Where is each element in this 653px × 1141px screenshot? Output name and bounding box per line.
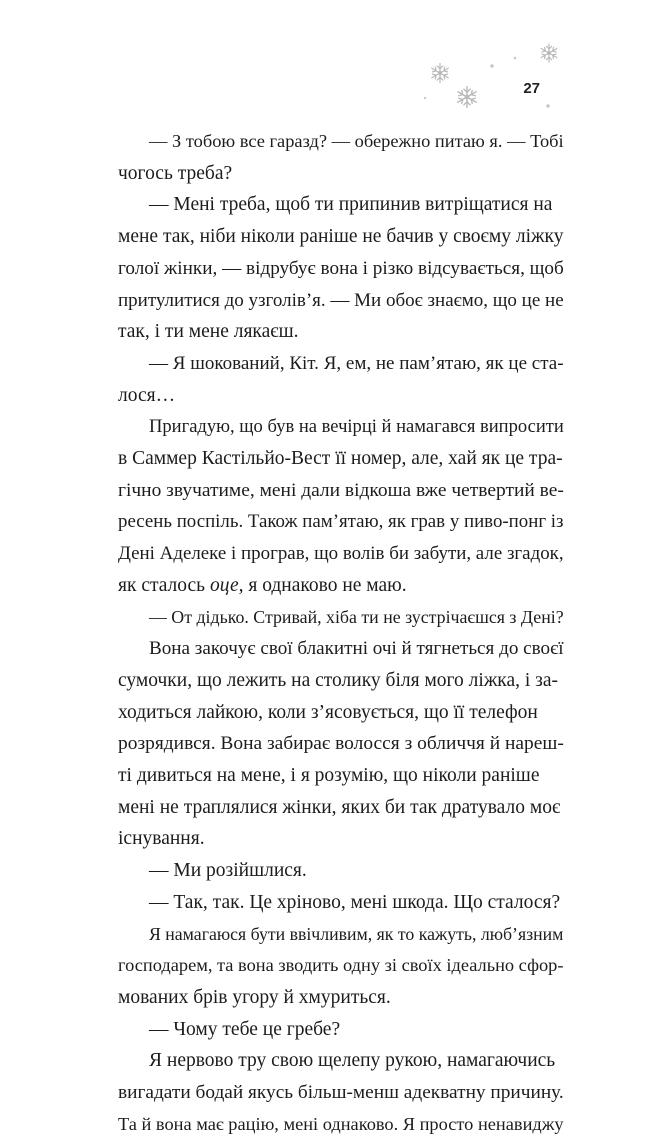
text-line: Я нервово тру свою щелепу рукою, намагаючись [149, 1050, 556, 1072]
text-line: так, і ти мене лякаєш. [118, 321, 299, 343]
paragraph [87, 633, 564, 855]
dot-decoration [514, 57, 517, 60]
page-number: 27 [523, 80, 540, 97]
text-line: ті дивиться на мене, і я розумію, що ніколи раніше [118, 765, 540, 787]
text-line: — Мені треба, щоб ти припинив витріщатися на [149, 194, 553, 216]
text-line: Та й вона має рацію, мені однаково. Я просто ненавиджу [118, 1113, 564, 1134]
text-line: — Ми розійшлися. [149, 860, 307, 882]
text-line: Дені Аделеке і програв, що волів би забути, але згадок, [118, 543, 564, 565]
text-line: ходиться лайкою, коли з’ясовується, що її телефон [118, 701, 538, 723]
text-line: мованих брів угору й хмуриться. [118, 986, 391, 1008]
paragraph [87, 855, 533, 887]
dot-decoration [424, 97, 426, 99]
paragraph [87, 189, 564, 348]
paragraph [87, 887, 561, 919]
text-line: чогось треба? [118, 162, 233, 184]
text-line: притулитися до узголів’я. — Ми обоє знаємо, що це не [118, 289, 564, 311]
snowflake-icon [541, 44, 557, 62]
text-line: Вона закочує свої блакитні очі й тягнеться до своєї [149, 638, 564, 660]
text-line: в Саммер Кастільйо-Вест її номер, але, хай як це тра- [118, 448, 563, 470]
paragraph [87, 411, 564, 601]
dot-decoration [490, 64, 493, 67]
emphasized-text: оце, [209, 574, 244, 596]
paragraph [87, 348, 564, 411]
text-line: — От дідько. Стривай, хіба ти не зустрічаєшся з Дені? [149, 606, 564, 627]
text-segment: я однаково не маю. [243, 574, 407, 596]
text-segment: як сталось [118, 574, 210, 596]
paragraph [87, 1045, 564, 1140]
text-line: мене так, ніби ніколи раніше не бачив у своєму ліжку [118, 226, 564, 248]
body-text [87, 126, 564, 1141]
text-line: Пригадую, що був на вечірці й намагався випросити [149, 416, 564, 438]
paragraph [87, 1014, 533, 1046]
dot-decoration [546, 104, 549, 107]
text-line: лося… [118, 384, 176, 406]
text-line: існування. [118, 828, 205, 850]
paragraph [87, 919, 564, 1014]
text-line: сумочки, що лежить на столику біля мого ліжка, і за- [118, 669, 559, 691]
text-line: вигадати бодай якусь більш-менш адекватну причину. [118, 1082, 564, 1104]
text-line: — Так, так. Це хріново, мені шкода. Що сталося? [149, 891, 561, 913]
text-line: розрядився. Вона забирає волосся з обличчя й нареш- [118, 733, 564, 755]
text-line: гічно звучатиме, мені дали відкоша вже четвертий ве- [118, 479, 564, 501]
text-line: господарем, та вона зводить одну зі своїх ідеально сфор- [118, 955, 564, 976]
text-line: — З тобою все гаразд? — обережно питаю я. — Тобі [149, 131, 564, 151]
paragraph [87, 126, 564, 189]
text-line: Я намагаюся бути ввічливим, як то кажуть, люб’язним [149, 923, 564, 944]
page-header [0, 0, 653, 120]
text-line: мені не траплялися жінки, яких би так дратувало моє [118, 796, 561, 818]
snowflake-ornament [0, 0, 653, 120]
snowflake-icon [458, 87, 476, 108]
paragraph [87, 602, 564, 634]
text-line: голої жінки, — відрубує вона і різко відсувається, щоб [118, 257, 564, 279]
text-line: ресень поспіль. Також пам’ятаю, як грав у пиво-понг із [118, 511, 564, 533]
text-line: — Чому тебе це гребе? [149, 1018, 341, 1040]
text-line: — Я шокований, Кіт. Я, ем, не пам’ятаю, як це ста- [149, 352, 564, 374]
text-line [87, 570, 533, 602]
snowflake-icon [432, 64, 449, 83]
